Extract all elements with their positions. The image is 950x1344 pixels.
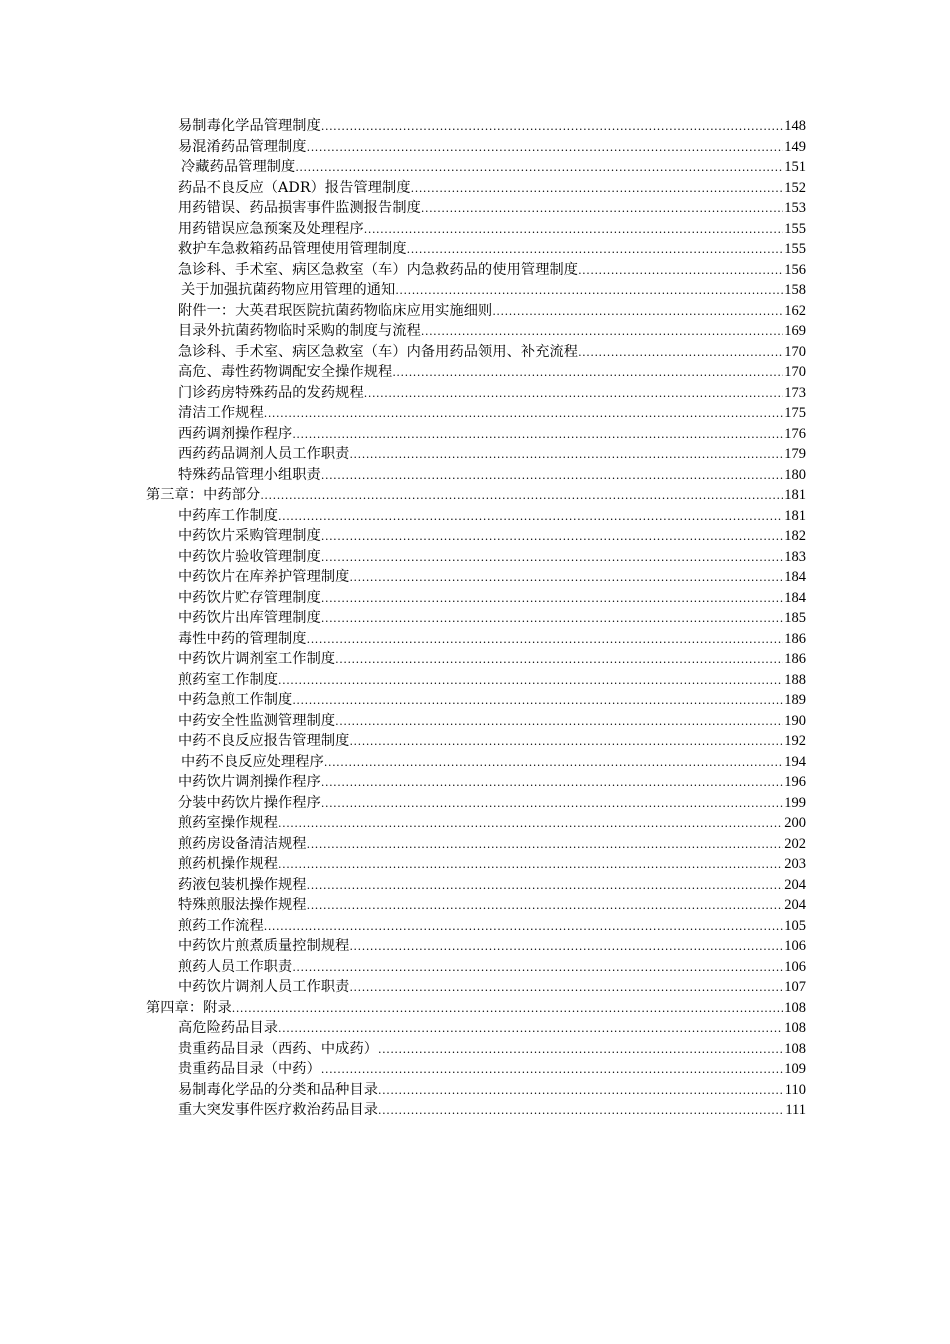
toc-dot-leader	[295, 158, 783, 179]
toc-entry-title: 高危、毒性药物调配安全操作规程	[178, 364, 393, 380]
toc-entry-title: 易混淆药品管理制度	[178, 138, 307, 155]
toc-page-number: 199	[784, 794, 806, 811]
toc-dot-leader	[307, 876, 784, 897]
toc-entry-title: 急诊科、手术室、病区急救室（车）内急救药品的使用管理制度	[178, 261, 579, 278]
table-of-contents	[146, 116, 806, 1121]
toc-entry-title: 中药饮片调剂操作程序	[178, 774, 321, 790]
toc-page-number: 152	[784, 179, 806, 196]
toc-page-number: 109	[784, 1061, 806, 1077]
toc-entry-title: 中药饮片验收管理制度	[178, 548, 321, 565]
toc-entry-title: 毒性中药的管理制度	[178, 630, 307, 647]
toc-dot-leader	[321, 1060, 783, 1081]
toc-page-number: 185	[784, 610, 806, 626]
toc-dot-leader	[578, 261, 783, 282]
toc-page-number: 181	[784, 507, 806, 524]
toc-entry[interactable]	[146, 854, 806, 875]
toc-entry-title: 特殊煎服法操作规程	[178, 897, 307, 913]
toc-page-number: 108	[784, 999, 806, 1016]
toc-entry-title: 救护车急救箱药品管理使用管理制度	[178, 241, 407, 257]
toc-dot-leader	[307, 896, 784, 917]
toc-page-number: 179	[784, 446, 806, 462]
toc-dot-leader	[321, 773, 783, 794]
toc-entry[interactable]	[146, 526, 806, 547]
toc-page-number: 111	[785, 1102, 806, 1118]
toc-entry-title: 煎药工作流程	[178, 917, 264, 934]
toc-dot-leader	[278, 1019, 783, 1040]
toc-page-number: 108	[784, 1040, 806, 1057]
toc-page-number: 196	[784, 774, 806, 790]
toc-entry[interactable]	[146, 239, 806, 260]
toc-dot-leader	[264, 404, 784, 425]
toc-entry-title: 急诊科、手术室、病区急救室（车）内备用药品领用、补充流程	[178, 343, 579, 360]
toc-dot-leader	[321, 609, 783, 630]
toc-dot-leader	[321, 527, 783, 548]
toc-entry-title: 目录外抗菌药物临时采购的制度与流程	[178, 323, 421, 339]
toc-entry-title: 煎药房设备清洁规程	[178, 835, 307, 852]
toc-entry[interactable]	[146, 260, 806, 281]
toc-entry-title: 中药饮片贮存管理制度	[178, 589, 321, 606]
toc-entry[interactable]	[146, 977, 806, 998]
toc-page-number: 184	[784, 569, 806, 585]
toc-entry-title: 重大突发事件医疗救治药品目录	[178, 1102, 379, 1118]
toc-page-number: 170	[784, 364, 806, 380]
toc-page-number: 190	[784, 712, 806, 729]
toc-page-number: 106	[784, 958, 806, 975]
toc-dot-leader	[378, 1040, 783, 1061]
toc-page-number: 106	[784, 938, 806, 954]
toc-dot-leader	[378, 1101, 784, 1122]
toc-entry[interactable]	[146, 752, 806, 773]
toc-entry[interactable]	[146, 793, 806, 814]
toc-entry-title: 药液包装机操作规程	[178, 876, 307, 893]
toc-page-number: 175	[784, 405, 806, 421]
toc-page-number: 176	[784, 425, 806, 442]
toc-dot-leader	[321, 117, 783, 138]
toc-dot-leader	[278, 814, 783, 835]
toc-entry[interactable]	[146, 157, 806, 178]
toc-page-number: 186	[784, 630, 806, 647]
toc-entry[interactable]	[146, 772, 806, 793]
toc-entry-title: 中药库工作制度	[178, 507, 279, 524]
toc-dot-leader	[292, 425, 783, 446]
toc-entry[interactable]	[146, 670, 806, 691]
toc-entry-title: 煎药人员工作职责	[178, 958, 293, 975]
toc-page-number: 170	[784, 343, 806, 360]
toc-entry[interactable]	[146, 198, 806, 219]
toc-page-number: 182	[784, 528, 806, 544]
toc-dot-leader	[364, 384, 784, 405]
toc-page-number: 173	[784, 384, 806, 401]
toc-entry-title: 清洁工作规程	[178, 405, 264, 421]
toc-dot-leader	[378, 1081, 784, 1102]
toc-dot-leader	[324, 753, 783, 774]
toc-page-number: 202	[784, 835, 806, 852]
toc-dot-leader	[407, 240, 784, 261]
toc-entry-title: 中药饮片采购管理制度	[178, 528, 321, 544]
toc-dot-leader	[264, 917, 784, 938]
toc-entry[interactable]	[146, 137, 806, 158]
toc-dot-leader	[307, 630, 784, 651]
toc-dot-leader	[321, 548, 783, 569]
toc-entry-title: 药品不良反应（ADR）报告管理制度	[178, 179, 411, 196]
toc-dot-leader	[335, 650, 783, 671]
toc-dot-leader	[492, 302, 783, 323]
toc-entry-title: 中药不良反应报告管理制度	[178, 733, 350, 749]
toc-dot-leader	[321, 589, 783, 610]
toc-page-number: 156	[784, 261, 806, 278]
toc-entry-title: 易制毒化学品管理制度	[178, 118, 321, 134]
toc-page-number: 186	[784, 651, 806, 667]
toc-page-number: 148	[784, 118, 806, 134]
toc-entry-title: 中药安全性监测管理制度	[178, 712, 336, 729]
toc-entry-title: 西药调剂操作程序	[178, 425, 293, 442]
toc-dot-leader	[364, 220, 784, 241]
toc-entry[interactable]	[146, 1080, 806, 1101]
toc-entry-title: 中药饮片煎煮质量控制规程	[178, 938, 350, 954]
toc-entry[interactable]	[146, 219, 806, 240]
toc-dot-leader	[278, 671, 783, 692]
toc-page-number: 158	[784, 282, 806, 298]
toc-entry[interactable]	[146, 301, 806, 322]
toc-page-number: 189	[784, 692, 806, 708]
toc-entry[interactable]	[146, 834, 806, 855]
toc-page-number: 194	[784, 753, 806, 770]
toc-entry[interactable]	[146, 895, 806, 916]
toc-entry-title: 煎药机操作规程	[178, 856, 279, 872]
toc-dot-leader	[421, 322, 783, 343]
toc-entry[interactable]	[146, 280, 806, 301]
toc-dot-leader	[278, 507, 783, 528]
toc-entry-title: 中药饮片调剂人员工作职责	[178, 979, 350, 995]
toc-entry-title: 用药错误、药品损害事件监测报告制度	[178, 200, 421, 216]
toc-entry[interactable]	[146, 321, 806, 342]
toc-entry[interactable]	[146, 1059, 806, 1080]
toc-entry-title: 中药饮片调剂室工作制度	[178, 651, 336, 667]
toc-entry[interactable]	[146, 1039, 806, 1060]
toc-entry[interactable]	[146, 444, 806, 465]
toc-chapter-entry[interactable]	[146, 998, 806, 1019]
toc-dot-leader	[321, 466, 783, 487]
toc-entry-title: 用药错误应急预案及处理程序	[178, 220, 364, 237]
toc-entry[interactable]	[146, 424, 806, 445]
toc-page-number: 180	[784, 466, 806, 483]
toc-entry[interactable]	[146, 547, 806, 568]
toc-page-number: 200	[784, 815, 806, 831]
toc-entry[interactable]	[146, 957, 806, 978]
toc-dot-leader	[349, 445, 783, 466]
toc-page-number: 204	[784, 876, 806, 893]
toc-page-number: 188	[784, 671, 806, 688]
toc-page-number: 105	[784, 917, 806, 934]
toc-entry[interactable]	[146, 178, 806, 199]
toc-dot-leader	[335, 712, 783, 733]
toc-entry-title: 煎药室工作制度	[178, 671, 279, 688]
toc-entry-title: 贵重药品目录（西药、中成药）	[178, 1040, 379, 1057]
toc-dot-leader	[349, 568, 783, 589]
toc-dot-leader	[278, 855, 783, 876]
toc-entry[interactable]	[146, 588, 806, 609]
toc-entry-title: 附件一：大英君珉医院抗菌药物临床应用实施细则	[178, 302, 493, 319]
toc-dot-leader	[292, 691, 783, 712]
toc-entry[interactable]	[146, 649, 806, 670]
toc-entry-title: 关于加强抗菌药物应用管理的通知	[181, 282, 396, 298]
toc-page-number: 155	[784, 220, 806, 237]
toc-entry[interactable]	[146, 936, 806, 957]
toc-entry[interactable]	[146, 1018, 806, 1039]
toc-entry[interactable]	[146, 1100, 806, 1121]
toc-entry[interactable]	[146, 465, 806, 486]
toc-dot-leader	[232, 999, 784, 1020]
toc-entry-title: 门诊药房特殊药品的发药规程	[178, 384, 364, 401]
toc-dot-leader	[349, 937, 783, 958]
toc-dot-leader	[307, 138, 784, 159]
toc-page-number: 169	[784, 323, 806, 339]
toc-entry[interactable]	[146, 567, 806, 588]
toc-entry[interactable]	[146, 731, 806, 752]
toc-entry-title: 特殊药品管理小组职责	[178, 466, 321, 483]
toc-chapter-entry[interactable]	[146, 485, 806, 506]
toc-entry-title: 中药饮片在库养护管理制度	[178, 569, 350, 585]
toc-dot-leader	[395, 281, 783, 302]
toc-entry-title: 贵重药品目录（中药）	[178, 1061, 321, 1077]
toc-dot-leader	[392, 363, 783, 384]
toc-page-number: 149	[784, 138, 806, 155]
toc-dot-leader	[292, 958, 783, 979]
toc-entry-title: 冷藏药品管理制度	[181, 159, 296, 175]
toc-entry[interactable]	[146, 608, 806, 629]
toc-entry-title: 第四章：附录	[146, 999, 232, 1016]
toc-entry-title: 西药药品调剂人员工作职责	[178, 446, 350, 462]
toc-page-number: 155	[784, 241, 806, 257]
toc-entry[interactable]	[146, 690, 806, 711]
toc-dot-leader	[411, 179, 784, 200]
toc-entry-title: 中药饮片出库管理制度	[178, 610, 321, 626]
toc-entry[interactable]	[146, 875, 806, 896]
toc-page-number: 107	[784, 979, 806, 995]
toc-entry[interactable]	[146, 916, 806, 937]
toc-dot-leader	[307, 835, 784, 856]
toc-page-number: 204	[784, 897, 806, 913]
toc-entry-title: 中药急煎工作制度	[178, 692, 293, 708]
toc-entry-title: 易制毒化学品的分类和品种目录	[178, 1081, 379, 1098]
toc-dot-leader	[321, 794, 783, 815]
toc-entry-title: 第三章：中药部分	[146, 487, 261, 503]
toc-dot-leader	[349, 732, 783, 753]
toc-entry[interactable]	[146, 362, 806, 383]
toc-entry[interactable]	[146, 342, 806, 363]
toc-dot-leader	[578, 343, 783, 364]
toc-entry[interactable]	[146, 629, 806, 650]
toc-dot-leader	[260, 486, 783, 507]
toc-page-number: 110	[784, 1081, 806, 1098]
toc-page-number: 183	[784, 548, 806, 565]
toc-page-number: 203	[784, 856, 806, 872]
toc-page-number: 162	[784, 302, 806, 319]
toc-entry-title: 分装中药饮片操作程序	[178, 794, 321, 811]
toc-entry-title: 高危险药品目录	[178, 1020, 279, 1036]
toc-entry-title: 中药不良反应处理程序	[181, 753, 324, 770]
toc-entry[interactable]	[146, 506, 806, 527]
toc-entry[interactable]	[146, 383, 806, 404]
toc-page-number: 192	[784, 733, 806, 749]
toc-entry-title: 煎药室操作规程	[178, 815, 279, 831]
toc-entry[interactable]	[146, 116, 806, 137]
toc-page-number: 184	[784, 589, 806, 606]
toc-entry[interactable]	[146, 813, 806, 834]
toc-dot-leader	[349, 978, 783, 999]
toc-page-number: 153	[784, 200, 806, 216]
toc-dot-leader	[421, 199, 783, 220]
toc-entry[interactable]	[146, 711, 806, 732]
toc-page-number: 181	[784, 487, 806, 503]
toc-page-number: 108	[784, 1020, 806, 1036]
toc-entry[interactable]	[146, 403, 806, 424]
toc-page-number: 151	[784, 159, 806, 175]
